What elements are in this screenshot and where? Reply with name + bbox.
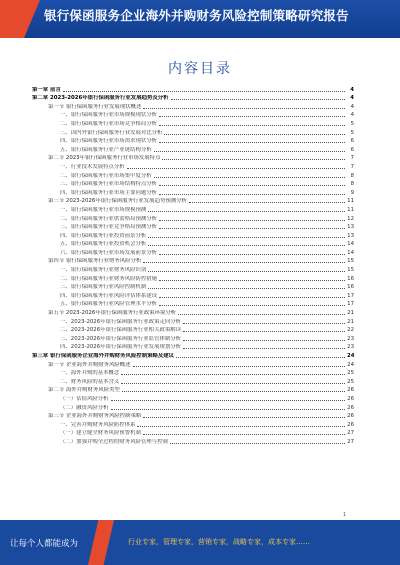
toc-entry-page: 23 [347, 335, 354, 342]
footer-expert-list: 行业专家，管理专家，营销专家，战略专家，成本专家…… [128, 538, 310, 546]
toc-entry[interactable] [32, 333, 354, 342]
toc-entry[interactable] [32, 290, 354, 299]
toc-entry[interactable] [32, 393, 354, 402]
toc-entry-page: 26 [347, 404, 354, 411]
toc-dot-leader [159, 254, 345, 255]
toc-dot-leader [159, 116, 345, 117]
toc-entry[interactable] [32, 136, 354, 145]
toc-entry-title: 二、银行保函服务行业市场竞争格局分析 [60, 120, 158, 127]
toc-entry[interactable] [32, 402, 354, 411]
toc-entry-page: 24 [347, 361, 354, 368]
toc-entry-title: （二）加强并购全过程的财务风险管理与控制 [60, 438, 168, 445]
toc-entry[interactable] [32, 264, 354, 273]
toc-dot-leader [127, 168, 345, 169]
toc-dot-leader [159, 142, 345, 143]
toc-entry-page: 9 [350, 189, 354, 196]
toc-entry[interactable] [32, 299, 354, 308]
toc-entry-title: 五、银行保函服务行业风险管理水平分析 [60, 301, 158, 308]
toc-entry[interactable] [32, 350, 354, 359]
toc-entry-title: 三、2023-2026年银行保函服务行业监管体制分析 [60, 335, 182, 342]
toc-entry-page: 26 [347, 421, 354, 428]
toc-entry[interactable] [32, 187, 354, 196]
toc-dot-leader [183, 348, 345, 349]
toc-entry-title: 第二节 2023年银行保函服务行业市场发展特点 [48, 155, 161, 162]
toc-entry[interactable] [32, 127, 354, 136]
toc-entry[interactable] [32, 196, 354, 205]
toc-entry-page: 25 [347, 370, 354, 377]
toc-entry-title: 二、财务风险的基本含义 [60, 378, 120, 385]
toc-entry[interactable] [32, 419, 354, 428]
toc-entry-page: 27 [347, 430, 354, 437]
toc-entry[interactable] [32, 273, 354, 282]
toc-entry-title: 二、银行保函服务行业供需格局预测分析 [60, 215, 158, 222]
toc-entry-title: 一、银行保函服务行业财务风险识别 [60, 267, 147, 274]
toc-entry-page: 17 [347, 301, 354, 308]
toc-dot-leader [143, 108, 345, 109]
toc-dot-leader [159, 125, 345, 126]
toc-heading: 内容目录 [168, 61, 232, 77]
toc-dot-leader [159, 297, 345, 298]
toc-entry-page: 4 [350, 95, 354, 102]
toc-entry-page: 6 [350, 146, 354, 153]
toc-entry-title: 五、银行保函服务行业投资机会分析 [60, 241, 147, 248]
toc-dot-leader [148, 237, 345, 238]
toc-entry-page: 13 [347, 232, 354, 239]
toc-entry[interactable] [32, 118, 354, 127]
toc-dot-leader [159, 305, 345, 306]
toc-entry-title: 三、国内外银行保函服务行业发展对比分析 [60, 129, 163, 136]
toc-entry-title: （一）建立健全财务风险预警机制 [60, 430, 141, 437]
toc-entry-title: 六、银行保函服务行业市场发展前景分析 [60, 249, 158, 256]
toc-dot-leader [170, 443, 345, 444]
toc-entry-page: 11 [347, 198, 354, 205]
toc-entry-page: 26 [347, 395, 354, 402]
toc-dot-leader [159, 220, 345, 221]
toc-entry-title: 第一节 企业海外并购财务风险概述 [48, 361, 131, 368]
toc-entry-page: 4 [350, 112, 354, 119]
toc-entry-title: 一、2023-2026年银行保函服务行业政策走向分析 [60, 318, 182, 325]
toc-entry[interactable] [32, 179, 354, 188]
report-title: 银行保函服务企业海外并购财务风险控制策略研究报告 [44, 8, 349, 23]
toc-entry[interactable] [32, 307, 354, 316]
toc-dot-leader [183, 331, 345, 332]
toc-dot-leader [111, 400, 345, 401]
toc-entry-title: 第四节 银行保函服务行业财务风险分析 [48, 258, 142, 265]
toc-entry-title: 第二节 海外并购财务风险类型 [48, 387, 120, 394]
toc-entry-page: 14 [347, 241, 354, 248]
toc-entry[interactable] [32, 170, 354, 179]
toc-dot-leader [176, 357, 345, 358]
toc-dot-leader [189, 202, 345, 203]
toc-entry-page: 15 [347, 267, 354, 274]
toc-entry-page: 25 [347, 378, 354, 385]
toc-dot-leader [111, 409, 345, 410]
toc-dot-leader [122, 391, 345, 392]
toc-dot-leader [148, 288, 345, 289]
toc-entry[interactable] [32, 376, 354, 385]
toc-dot-leader [121, 383, 345, 384]
toc-dot-leader [159, 228, 345, 229]
toc-entry-title: 第二章 2023-2026年银行保函服务行业发展趋势及分析 [32, 95, 169, 102]
toc-entry-page: 26 [347, 413, 354, 420]
toc-entry-title: 三、银行保函服务行业风险控制机制 [60, 284, 147, 291]
toc-dot-leader [159, 194, 345, 195]
toc-entry-page: 11 [347, 206, 354, 213]
toc-entry-page: 23 [347, 344, 354, 351]
toc-entry[interactable] [32, 93, 354, 102]
toc-entry[interactable] [32, 316, 354, 325]
toc-entry[interactable] [32, 325, 354, 334]
toc-dot-leader [164, 134, 345, 135]
toc-entry-page: 26 [347, 387, 354, 394]
toc-dot-leader [148, 211, 345, 212]
toc-entry-page: 13 [347, 224, 354, 231]
toc-entry-title: 五、银行保函服务行业产业链结构分析 [60, 146, 152, 153]
toc-entry-page: 5 [350, 129, 354, 136]
toc-dot-leader [121, 374, 345, 375]
toc-dot-leader [159, 280, 345, 281]
toc-entry-page: 21 [347, 310, 354, 317]
toc-entry[interactable] [32, 368, 354, 377]
toc-dot-leader [148, 245, 345, 246]
toc-entry-title: 第一节 银行保函服务行业发展现状概述 [48, 103, 142, 110]
toc-entry[interactable] [32, 436, 354, 445]
toc-dot-leader [154, 177, 345, 178]
footer-slogan: 让每个人都能成为 [10, 539, 79, 549]
toc-entry[interactable] [32, 359, 354, 368]
toc-entry[interactable] [32, 213, 354, 222]
toc-dot-leader [137, 426, 345, 427]
toc-dot-leader [178, 314, 345, 315]
toc-entry-page: 22 [347, 327, 354, 334]
toc-entry[interactable] [32, 282, 354, 291]
toc-entry-title: 二、银行保函服务行业财务风险防控措施 [60, 275, 158, 282]
toc-entry-page: 4 [350, 103, 354, 110]
toc-entry-page: 14 [347, 249, 354, 256]
toc-dot-leader [154, 151, 345, 152]
toc-entry-page: 7 [350, 155, 354, 162]
toc-entry[interactable] [32, 204, 354, 213]
toc-entry[interactable] [32, 385, 354, 394]
toc-entry-page: 7 [350, 163, 354, 170]
toc-entry[interactable] [32, 153, 354, 162]
toc-dot-leader [63, 91, 345, 92]
toc-dot-leader [159, 185, 345, 186]
toc-entry-title: 第三节 企业海外并购财务风险控制策略 [48, 413, 142, 420]
toc-dot-leader [143, 417, 345, 418]
toc-entry[interactable] [32, 84, 354, 93]
toc-entry-title: （一）估值风险分析 [60, 395, 109, 402]
toc-entry-title: 四、银行保函服务行业市场需求现状分析 [60, 138, 158, 145]
toc-entry-page: 21 [347, 318, 354, 325]
toc-entry-page: 12 [347, 215, 354, 222]
toc-dot-leader [133, 366, 345, 367]
toc-entry-title: 第三节 2023-2026年银行保函服务行业发展趋势预测分析 [48, 198, 187, 205]
toc-entry-title: 一、银行保函服务行业市场规模预测 [60, 206, 147, 213]
toc-entry[interactable] [32, 161, 354, 170]
toc-entry-page: 24 [347, 353, 355, 359]
toc-entry[interactable] [32, 230, 354, 239]
toc-entry-title: 三、银行保函服务行业市场结构特点分析 [60, 181, 158, 188]
toc-entry-title: 二、银行保函服务行业市场集中度分析 [60, 172, 152, 179]
toc-entry-title: 一、行业技术发展特点分析 [60, 163, 125, 170]
toc-entry-page: 15 [347, 258, 354, 265]
toc-dot-leader [162, 159, 345, 160]
toc-entry[interactable] [32, 222, 354, 231]
toc-entry-title: 三、银行保函服务行业竞争格局预测分析 [60, 224, 158, 231]
toc-entry-title: 第一章 前言 [32, 86, 61, 93]
toc-entry-page: 6 [350, 138, 354, 145]
toc-entry[interactable] [32, 239, 354, 248]
toc-entry-title: 第三章 银行保函服务企业海外并购财务风险控制策略及建议 [32, 353, 175, 359]
toc-entry-title: 一、完善并购财务风险防控体系 [60, 421, 136, 428]
toc-entry-title: 二、2023-2026年银行保函服务行业相关政策解读 [60, 327, 182, 334]
toc-entry[interactable] [32, 101, 354, 110]
toc-entry[interactable] [32, 110, 354, 119]
toc-entry-page: 4 [350, 86, 354, 93]
toc-entry-title: 四、银行保函服务行业市场主要问题分析 [60, 189, 158, 196]
toc-entry-page: 8 [350, 181, 354, 188]
toc-entry-page: 27 [347, 438, 354, 445]
toc-entry-page: 8 [350, 172, 354, 179]
toc-dot-leader [143, 262, 345, 263]
toc-entry[interactable] [32, 428, 354, 437]
toc-entry-page: 5 [350, 120, 354, 127]
toc-entry-title: 四、银行保函服务行业风险评估体系建设 [60, 292, 158, 299]
toc-entry[interactable] [32, 342, 354, 351]
toc-dot-leader [183, 323, 345, 324]
toc-entry-page: 17 [347, 292, 354, 299]
toc-entry-page: 16 [347, 275, 354, 282]
toc-dot-leader [171, 99, 345, 100]
toc-entry-title: 四、银行保函服务行业投资前景分析 [60, 232, 147, 239]
toc-entry[interactable] [32, 256, 354, 265]
table-of-contents [32, 84, 354, 445]
toc-entry[interactable] [32, 411, 354, 420]
toc-entry-title: 四、2023-2026年银行保函服务行业发展规划分析 [60, 344, 182, 351]
toc-entry-title: 一、银行保函服务行业市场规模现状分析 [60, 112, 158, 119]
toc-entry[interactable] [32, 144, 354, 153]
toc-entry-title: 一、海外并购的基本概念 [60, 370, 120, 377]
toc-dot-leader [148, 271, 345, 272]
toc-entry[interactable] [32, 247, 354, 256]
toc-entry-title: （二）融资风险分析 [60, 404, 109, 411]
page-number: 1 [343, 512, 347, 518]
toc-dot-leader [143, 434, 345, 435]
toc-entry-page: 16 [347, 284, 354, 291]
toc-dot-leader [183, 340, 345, 341]
toc-entry-title: 第五节 2023-2026年银行保函服务行业政策环境分析 [48, 310, 177, 317]
